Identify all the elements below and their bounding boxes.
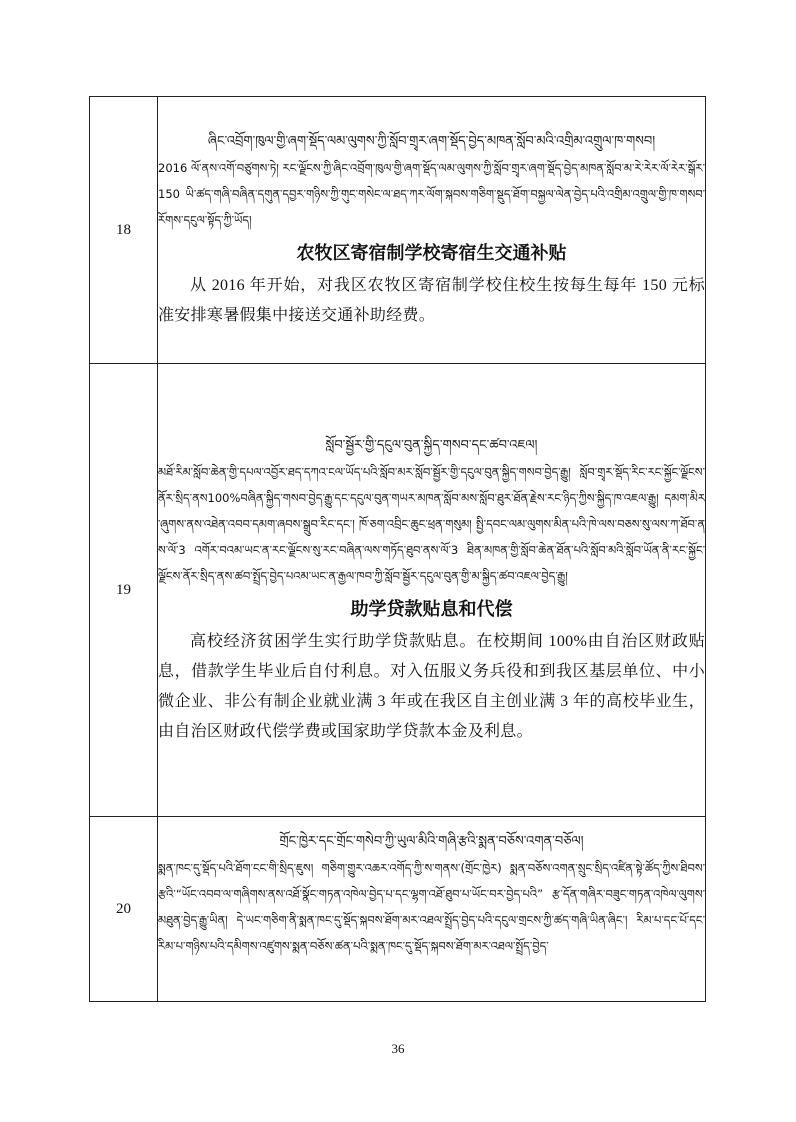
tibetan-body: སྨན་ཁང་དུ་སྡོད་པའི་ཐོག་ངང་གི་སྲིད་ཇུས། གཅིག་གྱུར་འཆར་འགོད་ཀྱི་ས་གནས་(གྲོང་ཁྱེར) སྨན་བཅོས་འགན་སྲུང་སྲིད་འཛིན་སྟེ་ཚོད་ཀྱིས་ཐིབས་རྩའི་“ཡོང་འབབ་ལ་གཞིགས་ནས་འཐོ་སྣོང་གཏན་འཁེལ་བྱེད་པ་དང་ལྷག་འཐོ་ཐུབ་པ་ཡོང་བར་བྱེད་པའི” རྩ་དོན་གཞིར་བཟུང་གཏན་འཁེལ་ལུགས་མཐུན་བྱེད་རྒྱུ་ཡིན། དེ་ཡང་གཅིག་ནི་སྨན་ཁང་དུ་སྡོད་སྐབས་ཐོག་མར་འཐལ་སྤྲོད་བྱེད་པའི་དངུལ་གྲངས་ཀྱི་ཚད་གཞི་ཡིན་ཞིང་། རིམ་པ་དང་པོ་དང་རིམ་པ་གཉིས་པའི་དམིགས་འཛུགས་སྨན་བཅོས་ཚན་པའི་སྨན་ཁང་དུ་སྡོད་སྐབས་ཐོག་མར་འཐལ་སྤྲོད་བྱེད་ [158, 861, 705, 953]
chinese-title: 助学贷款贴息和代偿 [350, 599, 513, 620]
chinese-body: 高校经济贫困学生实行助学贷款贴息。在校期间 100%由自治区财政贴息，借款学生毕业后自付利息。对入伍服义务兵役和到我区基层单位、中小微企业、非公有制企业就业满 3 年或在我区自主创业满 3 年的高校毕业生，由自治区财政代偿学费或国家助学贷款本金及利息。 [158, 633, 705, 740]
page-number: 36 [391, 1041, 405, 1056]
policy-table [89, 96, 706, 1002]
tibetan-body: 2016 ལོ་ནས་འགོ་བཙུགས་ཏེ། རང་ལྗོངས་ཀྱི་ཞིང་འབྲོག་ཁུལ་གྱི་ཞག་སྡོད་ལམ་ལུགས་ཀྱི་སློབ་གྲྭར་ཞག་སྡོད་བྱེད་མཁན་སློབ་མ་རེ་རེར་ལོ་རེར་སྒོར་150 ཡི་ཚད་གཞི་བཞིན་དགུན་དབྱར་གཉིས་ཀྱི་གུང་གསེང་ལ་ཐད་ཀར་ལོག་སྐབས་གཅིག་སྡུད་ཐོག་བསྐྱལ་ལེན་བྱེད་པའི་འགྲིམ་འགྲུལ་གྱི་ཁ་གསབ་རོགས་དངུལ་སྟོད་ཀྱི་ཡོད། [158, 161, 705, 227]
tibetan-title: སློབ་སྦྱོར་གྱི་དངུལ་བུན་སྐྱིད་གསབ་དང་ཚབ་འཇལ། [325, 438, 538, 453]
row-number: 18 [90, 97, 158, 364]
chinese-title: 农牧区寄宿制学校寄宿生交通补贴 [296, 243, 567, 264]
tibetan-title: ཞིང་འབྲོག་ཁུལ་གྱི་ཞག་སྡོད་ལམ་ལུགས་ཀྱི་སློབ་གྲྭར་ཞག་སྡོད་བྱེད་མཁན་སློབ་མའི་འགྲིམ་འགྲུལ་ཁ་གསབ། [207, 134, 656, 149]
table-row [90, 817, 706, 1002]
row-content [158, 817, 706, 1002]
tibetan-body: མཐོ་རིམ་སློབ་ཆེན་གྱི་དཔལ་འབྱོར་ཐད་དཀའ་ངལ་ཡོད་པའི་སློབ་མར་སློབ་སྦྱོར་གྱི་དངུལ་བུན་སྐྱིད་གསབ་བྱེད་རྒྱུ། སློབ་གྲྭར་སྡོད་རིང་རང་སྐྱོང་ལྗོངས་ནོར་སྲིད་ནས100%བཞིན་སྐྱིད་གསབ་བྱེད་རྒྱུ་དང་དངུལ་བུན་གཡར་མཁན་སློབ་མས་སློབ་ཐུར་ཐོན་རྗེས་རང་ཉིད་ཀྱིས་སྐྱིད་ཁ་འཇལ་རྒྱུ། དམག་མིར་ཞུགས་ནས་འཐེན་འབབ་དམག་ཞབས་སྒྲུབ་རིང་དང་། ཁོ་ཅག་འབྲིང་ཆུང་ཕྲན་གསུམ། སྤྱི་དབང་ལམ་ལུགས་མིན་པའི་ཁེ་ལས་བཅས་སུ་ལས་ཀ་ཐོབ་ནས་ལོ་3 འགོར་བའམ་ཡང་ན་རང་ལྗོངས་སུ་རང་བཞིན་ལས་གཏོད་ཐུབ་ནས་ལོ་3 ཐིན་མཁན་གྱི་སློབ་ཆེན་ཐོན་པའི་སློབ་མའི་སློབ་ཡོན་ནི་རང་སྐྱོང་ལྗོངས་ནོར་སྲིད་ནས་ཚབ་སྤྲོད་བྱེད་པའམ་ཡང་ན་རྒྱལ་ཁབ་ཀྱི་སློབ་སྦྱོར་དངུལ་བུན་གྱི་མ་སྐྱིད་ཚབ་འཇལ་བྱེད་རྒྱུ། [158, 465, 705, 583]
table-row [90, 364, 706, 817]
row-content [158, 364, 706, 817]
tibetan-title: གྲོང་ཁྱེར་དང་གྲོང་གསེབ་ཀྱི་ཡུལ་མིའི་གཞི་རྩའི་སྨན་བཅོས་འགན་བཅོལ། [279, 834, 584, 849]
row-number: 19 [90, 364, 158, 817]
row-number: 20 [90, 817, 158, 1002]
chinese-body: 从 2016 年开始，对我区农牧区寄宿制学校住校生按每生每年 150 元标准安排寒暑假集中接送交通补助经费。 [158, 277, 705, 324]
table-row [90, 97, 706, 364]
row-content [158, 97, 706, 364]
